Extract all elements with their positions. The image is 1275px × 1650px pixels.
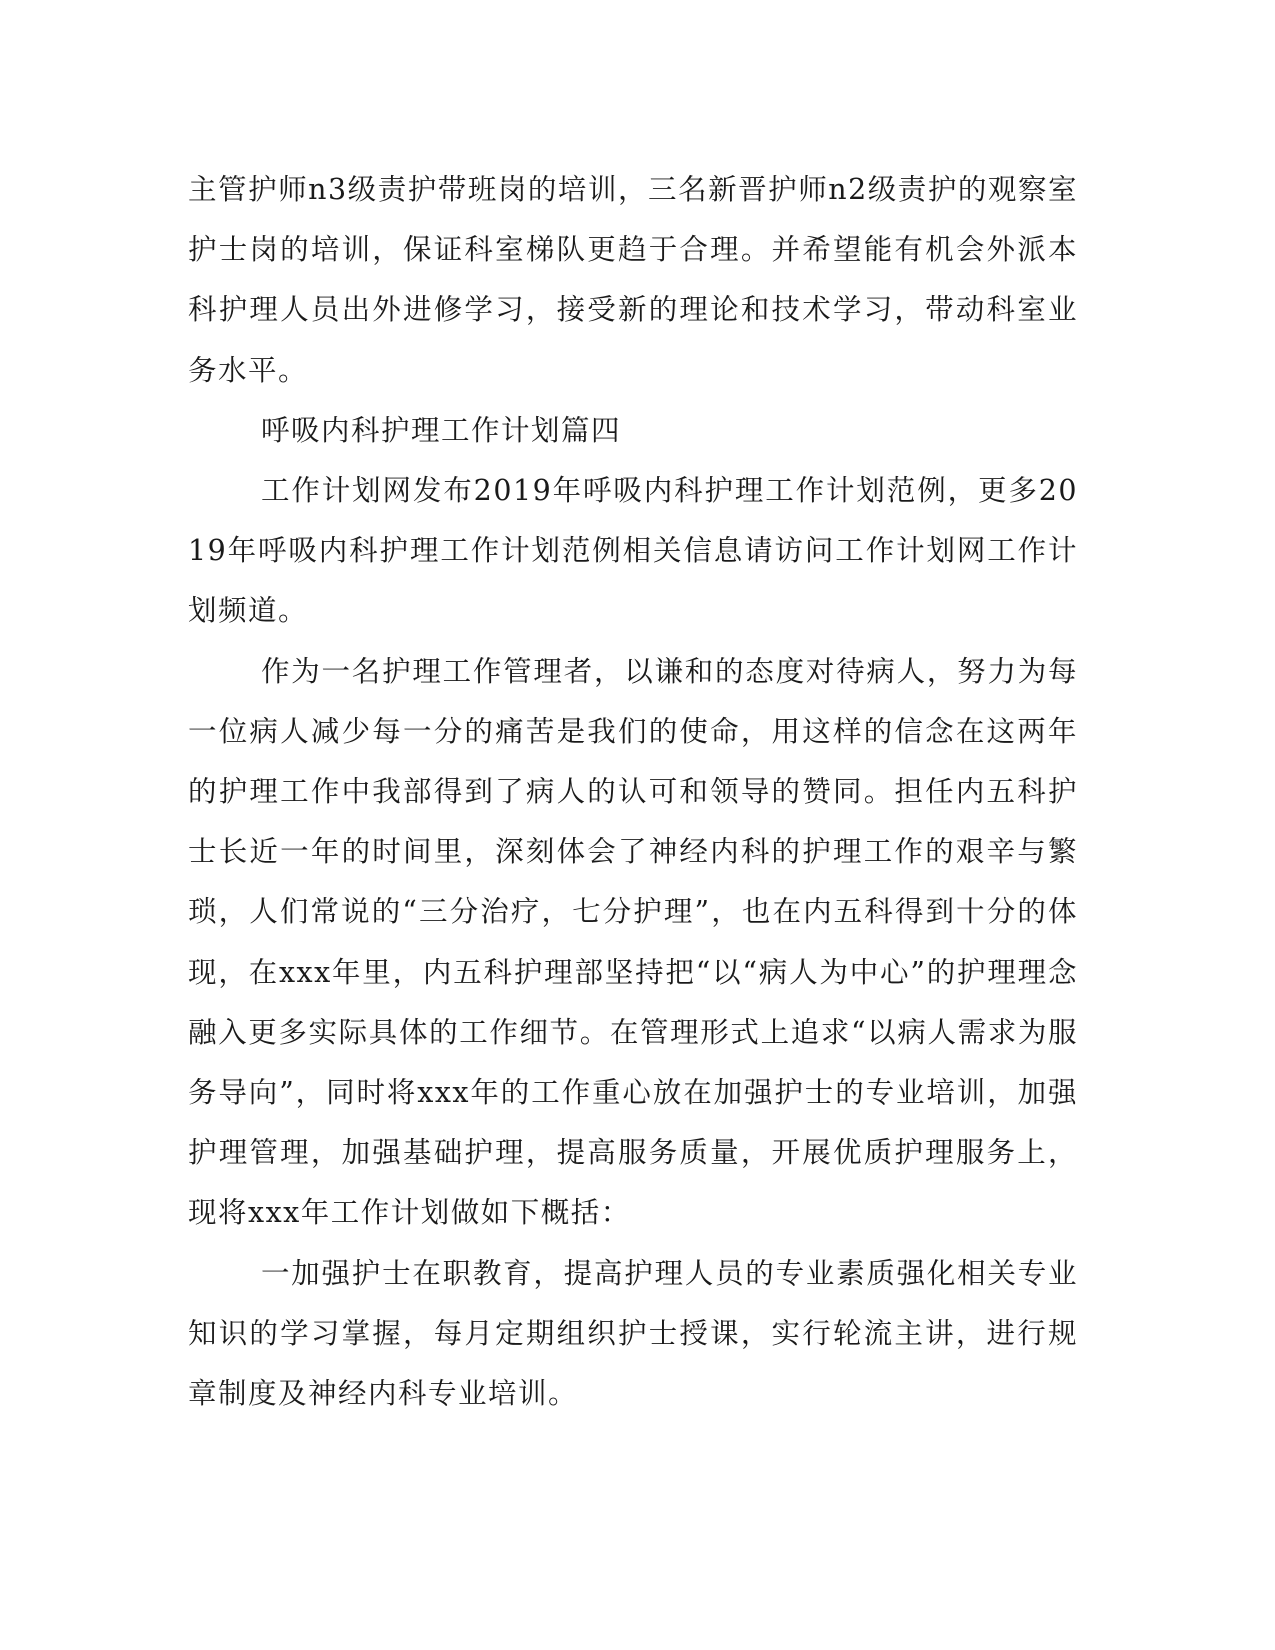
- paragraph-main: 作为一名护理工作管理者，以谦和的态度对待病人，努力为每一位病人减少每一分的痛苦是我们的使命，用这样的信念在这两年的护理工作中我部得到了病人的认可和领导的赞同。担任内五科护士长近一年的时间里，深刻体会了神经内科的护理工作的艰辛与繁琐，人们常说的“三分治疗，七分护理”，也在内五科得到十分的体现，在xxx年里，内五科护理部坚持把“以“病人为中心”的护理理念融入更多实际具体的工作细节。在管理形式上追求“以病人需求为服务导向”，同时将xxx年的工作重心放在加强护士的专业培训，加强护理管理，加强基础护理，提高服务质量，开展优质护理服务上，现将xxx年工作计划做如下概括：: [188, 654, 1078, 1230]
- paragraph-intro: 工作计划网发布2019年呼吸内科护理工作计划范例，更多2019年呼吸内科护理工作计划范例相关信息请访问工作计划网工作计划频道。: [188, 474, 1078, 628]
- paragraph-item-one: 一加强护士在职教育，提高护理人员的专业素质强化相关专业知识的学习掌握，每月定期组织护士授课，实行轮流主讲，进行规章制度及神经内科专业培训。: [188, 1256, 1078, 1411]
- document-body: [188, 160, 1078, 1424]
- section-heading: 呼吸内科护理工作计划篇四: [261, 413, 622, 447]
- paragraph-continuation: 主管护师n3级责护带班岗的培训，三名新晋护师n2级责护的观察室护士岗的培训，保证科室梯队更趋于合理。并希望能有机会外派本科护理人员出外进修学习，接受新的理论和技术学习，带动科室业务水平。: [188, 173, 1078, 387]
